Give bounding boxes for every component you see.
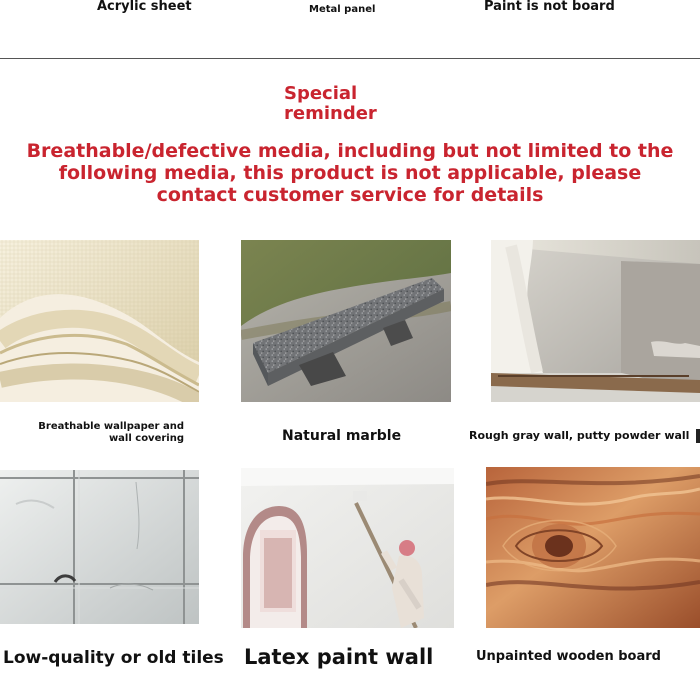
unpainted-wooden-board-image bbox=[486, 467, 700, 628]
special-reminder-title-line-2: reminder bbox=[284, 103, 377, 124]
caption-old-tiles: Low-quality or old tiles bbox=[3, 648, 224, 668]
latex-paint-wall-image bbox=[241, 468, 454, 628]
caption-rough-gray-wall: Rough gray wall, putty powder wall bbox=[469, 429, 690, 442]
caption-latex-paint-wall: Latex paint wall bbox=[244, 645, 434, 669]
caption-breathable-wallpaper bbox=[22, 421, 184, 445]
top-label-acrylic-sheet: Acrylic sheet bbox=[97, 0, 192, 14]
special-reminder-title bbox=[284, 84, 404, 124]
wallpaper-fabric-image bbox=[0, 240, 199, 402]
special-reminder-body bbox=[0, 140, 700, 206]
caption-unpainted-wooden-board: Unpainted wooden board bbox=[476, 649, 661, 664]
special-reminder-body-line-2: following media, this product is not applicable, please bbox=[58, 162, 642, 184]
special-reminder-body-line-1: Breathable/defective media, including but not limited to the bbox=[26, 140, 674, 162]
caption-breathable-wallpaper-line-2: wall covering bbox=[108, 433, 184, 444]
caption-natural-marble: Natural marble bbox=[282, 428, 402, 444]
rough-gray-wall-image bbox=[491, 240, 700, 402]
natural-marble-bench-image bbox=[241, 240, 451, 402]
special-reminder-body-line-3: contact customer service for details bbox=[156, 184, 544, 206]
top-label-paint-is-not-board: Paint is not board bbox=[484, 0, 615, 14]
special-reminder-title-line-1: Special bbox=[284, 83, 358, 104]
caption-edge-marker bbox=[696, 429, 700, 443]
old-tiles-image bbox=[0, 470, 199, 624]
top-label-metal-panel: Metal panel bbox=[309, 4, 376, 15]
top-media-row bbox=[0, 0, 700, 59]
caption-breathable-wallpaper-line-1: Breathable wallpaper and bbox=[38, 421, 184, 432]
